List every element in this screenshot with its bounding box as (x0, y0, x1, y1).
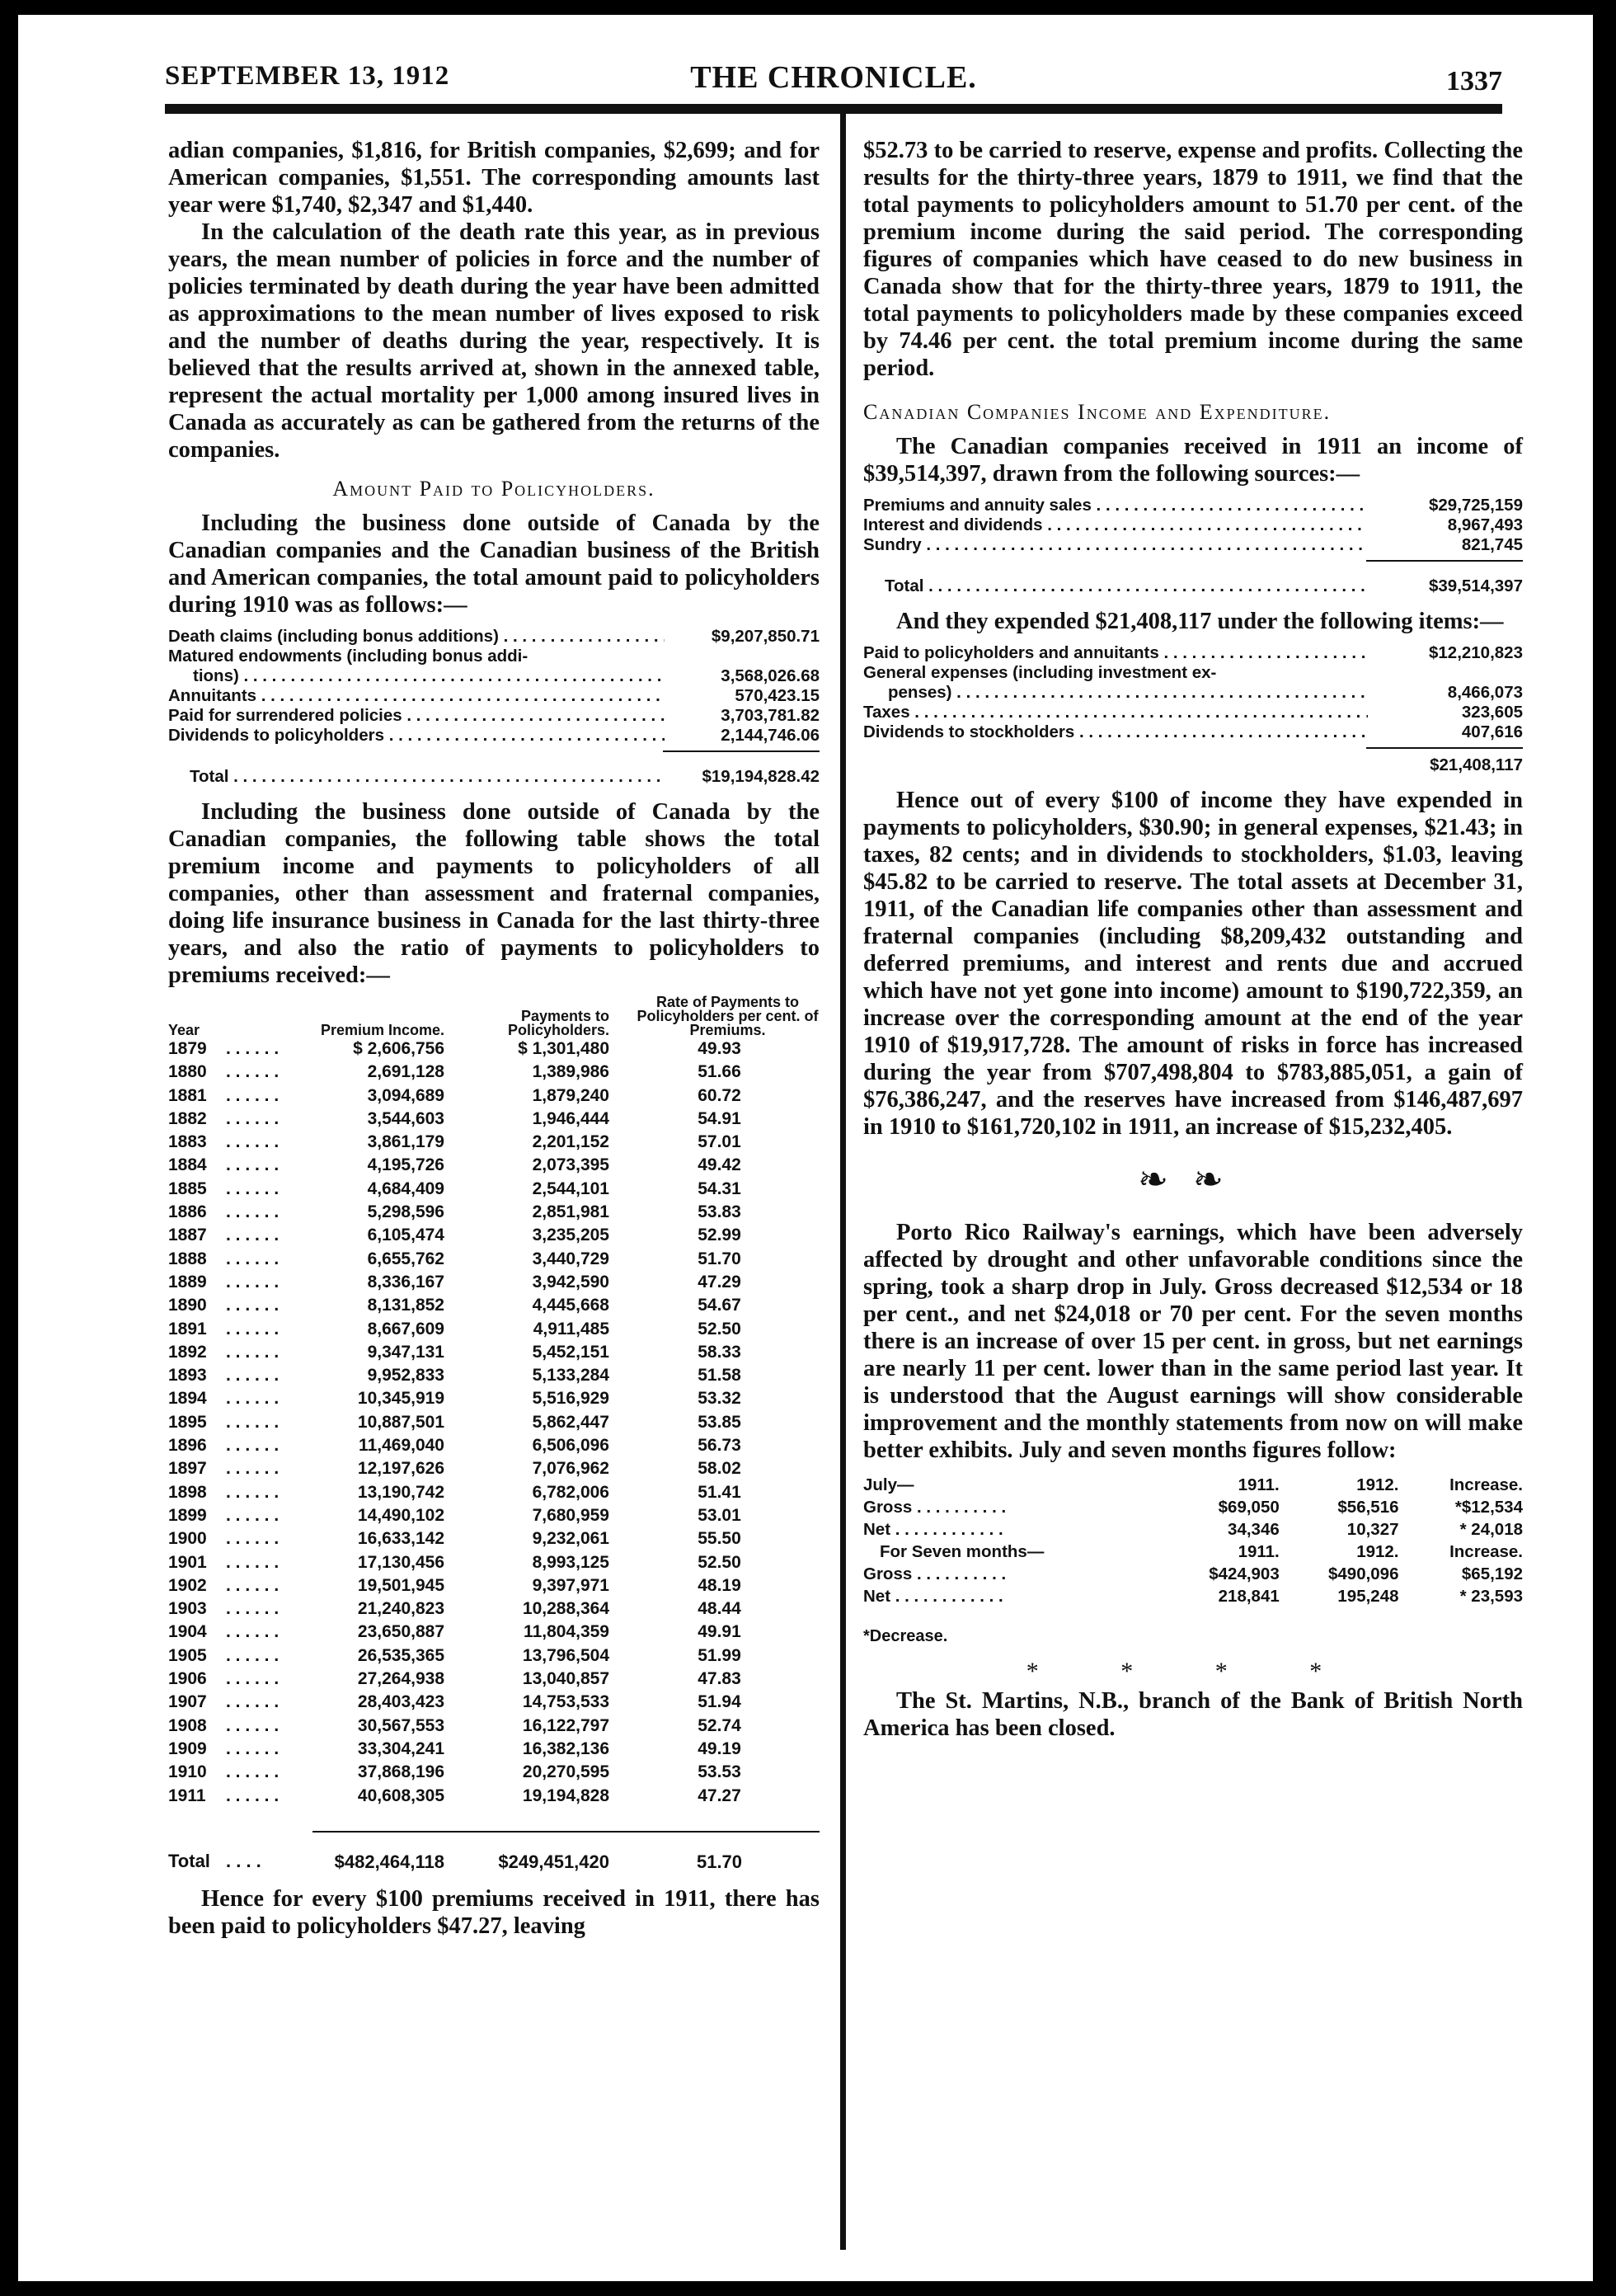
rate-cell: 58.02 (698, 1459, 741, 1479)
table-row (168, 1761, 820, 1784)
payments-cell: 2,851,981 (532, 1202, 609, 1222)
rate-cell: 51.66 (698, 1062, 741, 1082)
table-total-row: Total . . . . $482,464,118 $249,451,420 51.70 (168, 1832, 820, 1874)
ledger-row (863, 535, 1523, 555)
paragraph: The St. Martins, N.B., branch of the Bank of British North America has been closed. (863, 1688, 1523, 1741)
rate-cell: 48.44 (698, 1599, 741, 1619)
ledger-value: 323,605 (1461, 703, 1523, 722)
table-row (168, 1668, 820, 1691)
rate-cell: 53.32 (698, 1389, 741, 1409)
year-cell: 1906 (168, 1669, 207, 1689)
year-cell: 1903 (168, 1599, 207, 1619)
ledger-row (168, 647, 820, 666)
leader-dots: . . . . . . (226, 1529, 280, 1549)
ledger-value: 3,568,026.68 (721, 666, 820, 685)
leader-dots: . . . . . . (226, 1249, 280, 1268)
leader-dots: . . . . . . (226, 1039, 280, 1058)
rate-cell: 47.27 (698, 1786, 741, 1805)
leader-dots: . . . . . . (226, 1645, 280, 1665)
table-row (168, 1785, 820, 1808)
leader-dots: . . . . . . (226, 1436, 280, 1456)
table-row (168, 1621, 820, 1644)
table-row (168, 1341, 820, 1364)
ledger-label: penses) . . . (863, 683, 1368, 703)
leader-dots: . . . . . . (226, 1715, 280, 1735)
leader-dots: . . . . . . (226, 1389, 280, 1409)
payments-cell: 7,680,959 (532, 1505, 609, 1525)
leader-dots: . . . . . . (226, 1505, 280, 1525)
payments-cell: 5,133,284 (532, 1366, 609, 1386)
rate-cell: 52.50 (698, 1552, 741, 1572)
asterism: * * * * (1026, 1658, 1360, 1685)
ledger-label: Matured endowments (including bonus addi- (168, 647, 528, 666)
payments-cell: 13,796,504 (522, 1645, 609, 1665)
ledger-row (863, 683, 1523, 703)
payments-cell: 13,040,857 (522, 1669, 609, 1689)
ledger-label: tions) . . . (168, 666, 665, 686)
premium-cell: 26,535,365 (357, 1645, 444, 1665)
table-row (168, 1597, 820, 1621)
ledger-row (863, 722, 1523, 742)
leader-dots: . . . . . . (226, 1786, 280, 1805)
year-cell: 1910 (168, 1762, 207, 1782)
payments-cell: 16,382,136 (522, 1738, 609, 1758)
ledger-label: Dividends to stockholders . . . (863, 722, 1368, 742)
year-cell: 1907 (168, 1692, 207, 1712)
leader-dots: . . . . . . (226, 1738, 280, 1758)
premium-cell: 27,264,938 (357, 1669, 444, 1689)
sum-rule (1366, 747, 1523, 749)
leader-dots: . . . . . . (226, 1599, 280, 1619)
rate-cell: 48.19 (698, 1575, 741, 1595)
leader-dots: . . . . . . (226, 1482, 280, 1502)
sum-rule (1366, 560, 1523, 562)
paragraph: And they expended $21,408,117 under the following items:— (896, 609, 1504, 634)
rate-cell: 54.91 (698, 1108, 741, 1128)
payments-cell: 5,862,447 (532, 1412, 609, 1432)
table-row (168, 1691, 820, 1714)
total-premium: $482,464,118 (334, 1851, 444, 1872)
newspaper-page (18, 15, 1593, 2281)
section-heading: Canadian Companies Income and Expenditure. (863, 400, 1332, 424)
payments-cell: 2,073,395 (532, 1155, 609, 1175)
leader-dots: . . . . . . (226, 1296, 280, 1315)
ledger-label: Death claims (including bonus additions) . . . (168, 627, 665, 647)
rate-cell: 52.50 (698, 1319, 741, 1339)
premium-payments-table (168, 995, 820, 1874)
premium-cell: 28,403,423 (357, 1692, 444, 1712)
ledger-row (863, 515, 1523, 535)
ledger-label: Total . . . (168, 767, 665, 787)
page-header (165, 54, 1502, 102)
column-header: Payments to Policyholders. (507, 1008, 609, 1038)
rate-cell: 54.67 (698, 1296, 741, 1315)
leader-dots: . . . . . . (226, 1552, 280, 1572)
column-header: Rate of Payments to Policyholders per cent. of Premiums. (637, 994, 819, 1038)
ledger-total-row (863, 576, 1523, 596)
ledger-value: 3,703,781.82 (721, 706, 820, 725)
leader-dots: . . . . . . (226, 1412, 280, 1432)
table-row (168, 1715, 820, 1738)
rate-cell: 51.70 (698, 1249, 741, 1268)
issue-date: SEPTEMBER 13, 1912 (165, 61, 450, 91)
table-row: Gross . . . . . . . . . . $424,903 $490,096 $65,192 (863, 1564, 1523, 1583)
expenditure-ledger (863, 643, 1523, 775)
total-label: Total (168, 1851, 210, 1872)
payments-cell: 1,946,444 (532, 1108, 609, 1128)
year-cell: 1885 (168, 1179, 207, 1198)
payments-cell: 19,194,828 (522, 1786, 609, 1805)
leader-dots: . . . . . . (226, 1319, 280, 1339)
premium-cell: 13,190,742 (357, 1482, 444, 1502)
premium-cell: 40,608,305 (357, 1786, 444, 1805)
premium-cell: 8,336,167 (367, 1272, 444, 1292)
ornament-fleuron-icon: ❧❧ (1138, 1160, 1248, 1200)
ledger-value: 8,967,493 (1447, 515, 1523, 534)
ledger-label: Dividends to policyholders . . . (168, 726, 665, 746)
premium-cell: 21,240,823 (357, 1599, 444, 1619)
year-cell: 1911 (168, 1786, 206, 1805)
premium-cell: 10,887,501 (357, 1412, 444, 1432)
ledger-value: $19,194,828.42 (702, 767, 820, 786)
premium-cell: 33,304,241 (357, 1738, 444, 1758)
premium-cell: 3,094,689 (367, 1085, 444, 1105)
table-row (168, 1551, 820, 1574)
table-row: Net . . . . . . . . . . . . 218,841 195,248 * 23,593 (863, 1587, 1523, 1606)
paragraph: adian companies, $1,816, for British companies, $2,699; and for American companies, $1,551. The corresponding amounts last year were $1,740, $2,347 and $1,440. (168, 138, 820, 218)
premium-cell: 19,501,945 (357, 1575, 444, 1595)
premium-cell: 30,567,553 (357, 1715, 444, 1735)
premium-cell: 2,691,128 (367, 1062, 444, 1082)
year-cell: 1899 (168, 1505, 207, 1525)
payments-ledger (168, 627, 820, 787)
paragraph: The Canadian companies received in 1911 an income of $39,514,397, drawn from the following sources:— (863, 434, 1523, 487)
table-row (168, 1224, 820, 1247)
rate-cell: 60.72 (698, 1085, 741, 1105)
ledger-label: Sundry . . . (863, 535, 1368, 555)
right-column (863, 137, 1523, 1742)
table-row (168, 1318, 820, 1341)
premium-cell: 10,345,919 (357, 1389, 444, 1409)
premium-cell: 12,197,626 (357, 1459, 444, 1479)
year-cell: 1893 (168, 1366, 207, 1386)
payments-cell: 1,879,240 (532, 1085, 609, 1105)
payments-cell: 4,911,485 (533, 1319, 609, 1339)
premium-cell: 3,861,179 (367, 1132, 444, 1152)
year-cell: 1883 (168, 1132, 207, 1152)
table-header-row (168, 995, 820, 1037)
ledger-row (168, 666, 820, 686)
leader-dots: . . . . . . (226, 1202, 280, 1222)
rate-cell: 51.58 (698, 1366, 741, 1386)
year-cell: 1892 (168, 1342, 207, 1362)
payments-cell: 4,445,668 (532, 1296, 609, 1315)
table-row (168, 1364, 820, 1387)
table-row (168, 1294, 820, 1317)
premium-cell: 37,868,196 (357, 1762, 444, 1782)
ledger-label: Annuitants . . . (168, 686, 665, 706)
year-cell: 1904 (168, 1622, 207, 1642)
rate-cell: 55.50 (698, 1529, 741, 1549)
payments-cell: 7,076,962 (532, 1459, 609, 1479)
leader-dots: . . . . . . (226, 1108, 280, 1128)
premium-cell: 6,655,762 (367, 1249, 444, 1268)
leader-dots: . . . . . . (226, 1762, 280, 1782)
sum-rule (663, 750, 820, 752)
table-row (168, 1738, 820, 1761)
ledger-value: 2,144,746.06 (721, 726, 820, 745)
ledger-label: Paid to policyholders and annuitants . . . (863, 643, 1368, 663)
ledger-row (168, 686, 820, 706)
premium-cell: 4,195,726 (367, 1155, 444, 1175)
year-cell: 1879 (168, 1039, 207, 1058)
table-row: For Seven months— 1911. 1912. Increase. (880, 1542, 1523, 1561)
ledger-total-row (168, 767, 820, 787)
premium-cell: 14,490,102 (357, 1505, 444, 1525)
table-row: July— 1911. 1912. Increase. (863, 1475, 1523, 1494)
leader-dots: . . . . . . (226, 1622, 280, 1642)
payments-cell: 3,440,729 (532, 1249, 609, 1268)
payments-cell: 1,389,986 (532, 1062, 609, 1082)
year-cell: 1889 (168, 1272, 207, 1292)
year-cell: 1909 (168, 1738, 207, 1758)
header-rule (165, 104, 1502, 114)
leader-dots: . . . . . . (226, 1062, 280, 1082)
table-row (168, 1434, 820, 1457)
payments-cell: 6,782,006 (532, 1482, 609, 1502)
year-cell: 1884 (168, 1155, 207, 1175)
rate-cell: 57.01 (698, 1132, 741, 1152)
leader-dots: . . . . . . (226, 1459, 280, 1479)
premium-cell: 9,952,833 (367, 1366, 444, 1386)
leader-dots: . . . . . . (226, 1085, 280, 1105)
ledger-row (863, 643, 1523, 663)
income-ledger (863, 496, 1523, 596)
year-cell: 1900 (168, 1529, 207, 1549)
table-row (168, 1108, 820, 1131)
payments-cell: 5,516,929 (532, 1389, 609, 1409)
year-cell: 1905 (168, 1645, 207, 1665)
footnote: *Decrease. (863, 1627, 948, 1645)
ledger-row (168, 706, 820, 726)
ledger-value: 570,423.15 (735, 686, 820, 705)
ledger-value: 821,745 (1461, 535, 1523, 554)
rate-cell: 53.01 (698, 1505, 741, 1525)
ledger-label: Paid for surrendered policies . . . (168, 706, 665, 726)
paragraph: Hence out of every $100 of income they have expended in payments to policyholders, $30.90; in general expenses, $21.43; in taxes, 82 cents; and in dividends to stockholders, $1.03, leaving $45.82 to be carried to reserve. The total assets at December 31, 1911, of the Canadian life companies other than assessment and fraternal companies (including $8,209,432 outstanding and deferred premiums, and interest and rents due and accrued which have not yet gone into income) amount to $190,722,359, an increase over the corresponding amount at the end of the year 1910 of $19,917,728. The amount of risks in force has increased during the year from $707,498,804 to $783,885,051, a gain of $76,386,247, and the reserves have increased from $146,487,697 in 1910 to $161,720,102 in 1911, an increase of $15,232,405. (863, 788, 1523, 1140)
paragraph: Porto Rico Railway's earnings, which have been adversely affected by drought and other unfavorable conditions since the spring, took a sharp drop in July. Gross decreased $12,534 or 18 per cent., and net $24,018 or 70 per cent. For the seven months there is an increase of over 15 per cent. in gross, but net earnings are nearly 11 per cent. lower than in the same period last year. It is understood that the August earnings will show considerable improvement and the monthly statements from now on will make better exhibits. July and seven months figures follow: (863, 1220, 1523, 1463)
rate-cell: 58.33 (698, 1342, 741, 1362)
premium-cell: $ 2,606,756 (353, 1039, 444, 1058)
premium-cell: 3,544,603 (367, 1108, 444, 1128)
ledger-label: Taxes . . . (863, 703, 1368, 722)
year-cell: 1908 (168, 1715, 207, 1735)
leader-dots: . . . . . . (226, 1692, 280, 1712)
table-row (168, 1457, 820, 1480)
rate-cell: 47.29 (698, 1272, 741, 1292)
payments-cell: 16,122,797 (522, 1715, 609, 1735)
ledger-value: 407,616 (1461, 722, 1523, 741)
ledger-row (863, 496, 1523, 515)
year-cell: 1882 (168, 1108, 207, 1128)
rate-cell: 51.94 (698, 1692, 741, 1712)
year-cell: 1886 (168, 1202, 207, 1222)
table-row: Gross . . . . . . . . . . $69,050 $56,516 *$12,534 (863, 1498, 1523, 1517)
table-row (168, 1527, 820, 1550)
payments-cell: 3,235,205 (532, 1226, 609, 1245)
ledger-label: Total . . . (863, 576, 1368, 596)
column-divider (840, 114, 846, 2250)
table-row (168, 1131, 820, 1154)
year-cell: 1898 (168, 1482, 207, 1502)
ledger-total-value: $21,408,117 (1430, 755, 1523, 774)
ledger-label: General expenses (including investment ex- (863, 663, 1217, 682)
leader-dots: . . . . . . (226, 1272, 280, 1292)
table-row (168, 1061, 820, 1084)
premium-cell: 6,105,474 (367, 1226, 444, 1245)
table-row (168, 1411, 820, 1434)
rate-cell: 53.53 (698, 1762, 741, 1782)
ledger-row (168, 726, 820, 746)
payments-cell: 2,544,101 (532, 1179, 609, 1198)
payments-cell: 6,506,096 (532, 1436, 609, 1456)
table-row (168, 1481, 820, 1504)
rate-cell: 49.93 (698, 1039, 741, 1058)
ledger-row (168, 627, 820, 647)
ledger-value: $39,514,397 (1428, 576, 1523, 595)
total-rate: 51.70 (696, 1851, 743, 1872)
table-row (168, 1248, 820, 1271)
rate-cell: 51.99 (698, 1645, 741, 1665)
leader-dots: . . . . . . (226, 1575, 280, 1595)
table-row (168, 1387, 820, 1410)
ledger-row (863, 703, 1523, 722)
payments-cell: 9,397,971 (532, 1575, 609, 1595)
section-heading: Amount Paid to Policyholders. (332, 477, 655, 501)
rate-cell: 47.83 (698, 1669, 741, 1689)
payments-cell: 3,942,590 (532, 1272, 609, 1292)
year-cell: 1887 (168, 1226, 207, 1245)
year-cell: 1890 (168, 1296, 207, 1315)
column-header: Year (168, 1022, 200, 1038)
premium-cell: 8,667,609 (367, 1319, 444, 1339)
rate-cell: 53.85 (698, 1412, 741, 1432)
leader-dots: . . . . . . (226, 1132, 280, 1152)
ledger-value: 8,466,073 (1447, 683, 1523, 702)
paragraph: Including the business done outside of Canada by the Canadian companies and the Canadian business of the British and American companies, the total amount paid to policyholders during 1910 was as follows:— (168, 510, 820, 618)
premium-cell: 17,130,456 (357, 1552, 444, 1572)
table-row (168, 1154, 820, 1177)
year-cell: 1901 (168, 1552, 207, 1572)
rate-cell: 49.91 (698, 1622, 741, 1642)
table-row (168, 1504, 820, 1527)
paragraph: $52.73 to be carried to reserve, expense and profits. Collecting the results for the thirty-three years, 1879 to 1911, we find that the total payments to policyholders amount to 51.70 per cent. of the premium income during the said period. The corresponding figures of companies which have ceased to do new business in Canada show that for the thirty-three years, 1879 to 1911, the total payments to policyholders made by these companies exceed by 74.46 per cent. the total premium income during the same period. (863, 138, 1523, 381)
premium-cell: 8,131,852 (367, 1296, 444, 1315)
paragraph: Including the business done outside of Canada by the Canadian companies, the following table shows the total premium income and payments to policyholders of all companies, other than assessment and fraternal companies, doing life insurance business in Canada for the last thirty-three years, and also the ratio of payments to policyholders to premiums received:— (168, 799, 820, 988)
premium-cell: 4,684,409 (367, 1179, 444, 1198)
leader-dots: . . . . . . (226, 1669, 280, 1689)
ledger-row (863, 663, 1523, 683)
table-row (168, 1084, 820, 1108)
payments-cell: 9,232,061 (532, 1529, 609, 1549)
premium-cell: 11,469,040 (359, 1436, 444, 1456)
leader-dots: . . . . . . (226, 1155, 280, 1175)
ledger-label: Interest and dividends . . . (863, 515, 1368, 535)
page-number: 1337 (1446, 66, 1502, 96)
ledger-value: $9,207,850.71 (711, 627, 820, 646)
year-cell: 1896 (168, 1436, 207, 1456)
year-cell: 1888 (168, 1249, 207, 1268)
leader-dots: . . . . . . (226, 1179, 280, 1198)
premium-cell: 23,650,887 (357, 1622, 444, 1642)
year-cell: 1891 (168, 1319, 207, 1339)
leader-dots: . . . . . . (226, 1342, 280, 1362)
payments-cell: 20,270,595 (522, 1762, 609, 1782)
earnings-table (863, 1474, 1523, 1607)
payments-cell: $ 1,301,480 (518, 1039, 609, 1058)
payments-cell: 2,201,152 (532, 1132, 609, 1152)
premium-cell: 9,347,131 (367, 1342, 444, 1362)
year-cell: 1897 (168, 1459, 207, 1479)
table-row (168, 1201, 820, 1224)
payments-cell: 5,452,151 (532, 1342, 609, 1362)
table-row (168, 1574, 820, 1597)
rate-cell: 49.42 (698, 1155, 741, 1175)
table-row (168, 1178, 820, 1201)
paragraph: Hence for every $100 premiums received in 1911, there has been paid to policyholders $47.27, leaving (168, 1886, 820, 1940)
year-cell: 1880 (168, 1062, 207, 1082)
leader-dots: . . . . . . (226, 1226, 280, 1245)
left-column (168, 137, 820, 1940)
rate-cell: 52.99 (698, 1226, 741, 1245)
table-row: Net . . . . . . . . . . . . 34,346 10,327 * 24,018 (863, 1520, 1523, 1539)
rate-cell: 52.74 (698, 1715, 741, 1735)
year-cell: 1902 (168, 1575, 207, 1595)
rate-cell: 56.73 (698, 1436, 741, 1456)
column-header: Premium Income. (320, 1022, 444, 1038)
ledger-value: $29,725,159 (1428, 496, 1523, 515)
paragraph: In the calculation of the death rate this year, as in previous years, the mean number of policies in force and the number of policies terminated by death during the year have been admitted as approximations to the mean number of lives exposed to risk and the number of deaths during the year, respectively. It is believed that the results arrived at, shown in the annexed table, represent the actual mortality per 1,000 among insured lives in Canada as accurately as can be gathered from the returns of the companies. (168, 219, 820, 463)
rate-cell: 51.41 (698, 1482, 741, 1502)
table-row (168, 1271, 820, 1294)
year-cell: 1895 (168, 1412, 207, 1432)
payments-cell: 11,804,359 (524, 1622, 609, 1642)
table-row (168, 1037, 820, 1061)
ledger-value: $12,210,823 (1428, 643, 1523, 662)
rate-cell: 49.19 (698, 1738, 741, 1758)
table-row (168, 1644, 820, 1668)
year-cell: 1894 (168, 1389, 207, 1409)
total-payments: $249,451,420 (498, 1851, 609, 1872)
premium-cell: 16,633,142 (357, 1529, 444, 1549)
publication-title: THE CHRONICLE. (690, 60, 977, 95)
year-cell: 1881 (168, 1085, 207, 1105)
payments-cell: 14,753,533 (522, 1692, 609, 1712)
payments-cell: 10,288,364 (522, 1599, 609, 1619)
ledger-label: Premiums and annuity sales . . . (863, 496, 1368, 515)
rate-cell: 53.83 (698, 1202, 741, 1222)
premium-cell: 5,298,596 (367, 1202, 444, 1222)
leader-dots: . . . . . . (226, 1366, 280, 1386)
payments-cell: 8,993,125 (532, 1552, 609, 1572)
rate-cell: 54.31 (698, 1179, 741, 1198)
